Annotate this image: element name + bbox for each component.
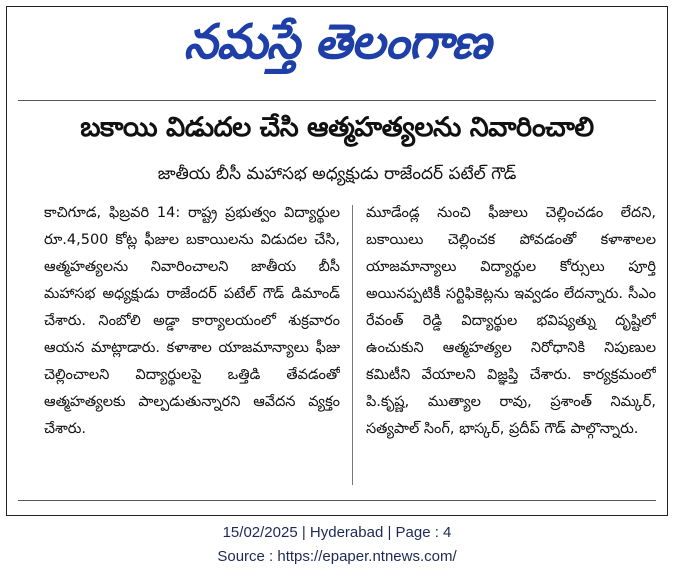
article-column-right [366, 200, 656, 490]
article-body-left: కాచిగూడ, ఫిబ్రవరి 14: రాష్ట్ర ప్రభుత్వం విద్యార్థుల రూ.4,500 కోట్ల ఫీజుల బకాయిలను విడుదల చేసి, ఆత్మహత్యలను నివారించాలని జాతీయ బీసీ మహాసభ అధ్యక్షుడు రాజేందర్ పటేల్ గౌడ్ డిమాండ్ చేశారు. నింబోలి అడ్డా కార్యాలయంలో శుక్రవారం ఆయన మాట్లాడారు. కళాశాల యాజమాన్యాలు ఫీజు చెల్లించాలని విద్యార్థులపై ఒత్తిడి తేవడంతో ఆత్మహత్యలకు పాల్పడుతున్నారని ఆవేదన వ్యక్తం చేశారు. [44, 205, 340, 437]
article-bottom-rule [18, 500, 656, 501]
column-divider [352, 205, 353, 485]
article-body-right: మూడేండ్ల నుంచి ఫీజులు చెల్లించడం లేదని, బకాయిలు చెల్లించక పోవడంతో కళాశాలల యాజమాన్యాలు విద్యార్థుల కోర్సులు పూర్తి అయినప్పటికీ సర్టిఫికెట్లను ఇవ్వడం లేదన్నారు. సీఎం రేవంత్ రెడ్డి విద్యార్థుల భవిష్యత్ను దృష్టిలో ఉంచుకుని ఆత్మహత్యల నిరోధానికి నిపుణుల కమిటీని వేయాలని విజ్ఞప్తి చేశారు. కార్యక్రమంలో పి.కృష్ణ, ముత్యాల రావు, ప్రశాంత్ నిమ్కర్, సత్యపాల్ సింగ్, భాస్కర్, ప్రదీప్ గౌడ్ పాల్గొన్నారు. [366, 205, 656, 437]
article-headline: బకాయి విడుదల చేసి ఆత్మహత్యలను నివారించాలి [80, 112, 594, 143]
masthead-rule [18, 100, 656, 101]
article-column-left [44, 200, 340, 490]
newspaper-masthead: నమస్తే తెలంగాణ [183, 14, 491, 70]
source-link[interactable]: Source : https://epaper.ntnews.com/ [217, 548, 457, 565]
article-subheadline: జాతీయ బీసీ మహాసభ అధ్యక్షుడు రాజేందర్ పటేల్ గౌడ్ [157, 164, 517, 184]
clipping-meta: 15/02/2025 | Hyderabad | Page : 4 [222, 524, 452, 541]
